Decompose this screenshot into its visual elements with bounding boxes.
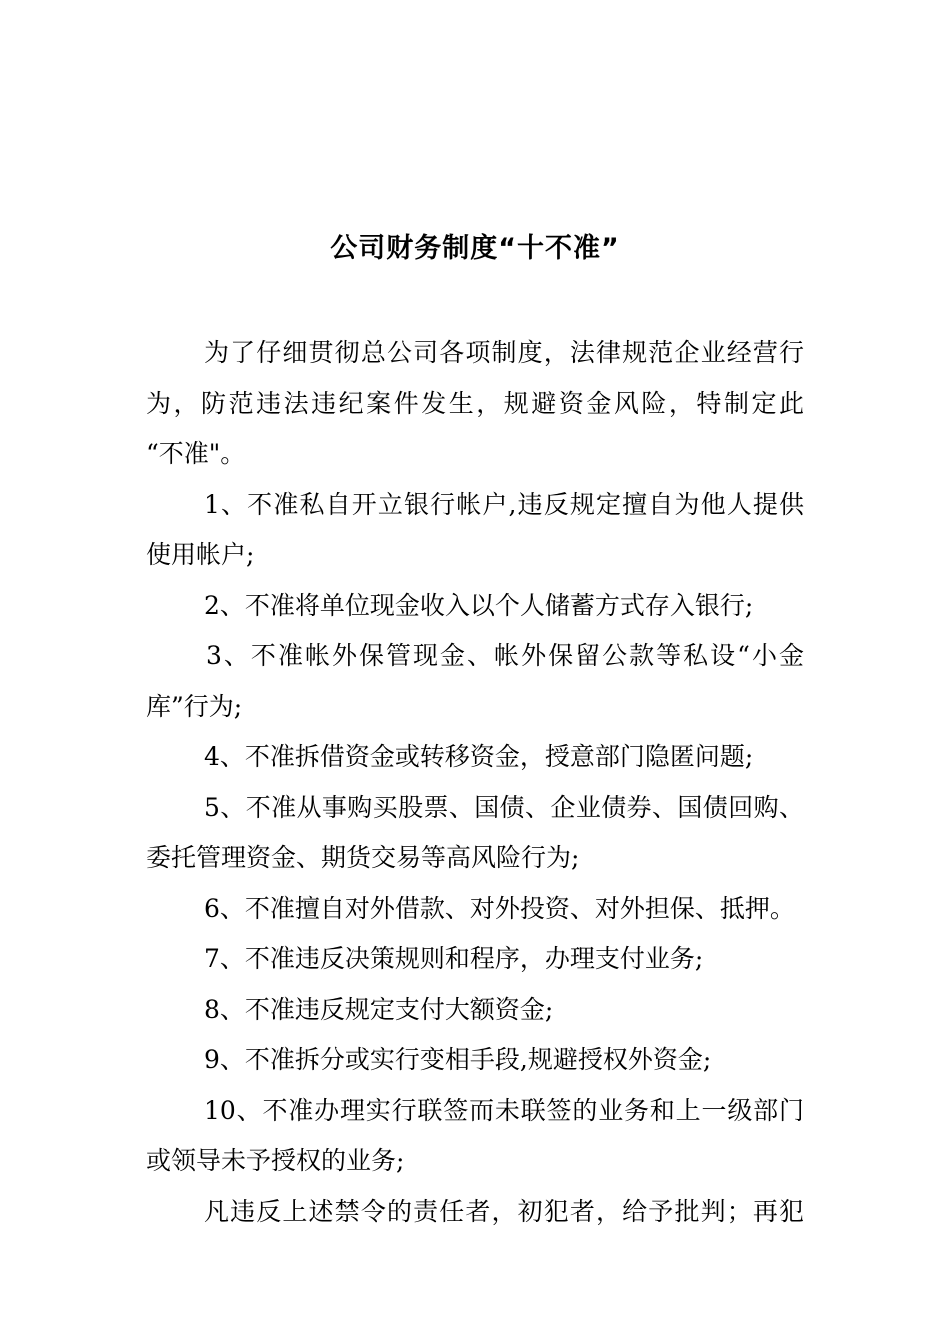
paragraph-line: 2、不准将单位现金收入以个人储蓄方式存入银行; — [204, 590, 754, 620]
paragraph-line: 4、不准拆借资金或转移资金，授意部门隐匿问题; — [204, 742, 754, 771]
paragraph-line: 10、不准办理实行联签而未联签的业务和上一级部门 — [204, 1095, 804, 1125]
paragraph-line: 8、不准违反规定支付大额资金; — [204, 994, 554, 1024]
paragraph-line: 使用帐户; — [146, 540, 255, 569]
paragraph-line: 库”行为; — [146, 691, 243, 721]
paragraph-line: 1、不准私自开立银行帐户,违反规定擅自为他人提供 — [204, 489, 804, 519]
paragraph-line: 9、不准拆分或实行变相手段,规避授权外资金; — [204, 1045, 712, 1074]
document-body — [146, 328, 804, 1237]
paragraph-line: 或领导未予授权的业务; — [146, 1146, 405, 1175]
paragraph-line: 5、不准从事购买股票、国债、企业债券、国债回购、 — [204, 792, 804, 822]
paragraph-line: 凡违反上述禁令的责任者，初犯者，给予批判；再犯 — [204, 1196, 804, 1226]
paragraph-line: 为了仔细贯彻总公司各项制度，法律规范企业经营行 — [204, 338, 804, 367]
paragraph-line: 委托管理资金、期货交易等高风险行为; — [146, 843, 580, 872]
document-title: 公司财务制度“十不准” — [330, 233, 620, 264]
paragraph-line: “不准"。 — [146, 439, 246, 468]
paragraph-line: 6、不准擅自对外借款、对外投资、对外担保、抵押。 — [204, 893, 795, 923]
paragraph-line: 7、不准违反决策规则和程序，办理支付业务; — [204, 944, 704, 973]
paragraph-line: 3、不准帐外保管现金、帐外保留公款等私设“小金 — [206, 641, 804, 670]
paragraph-line: 为，防范违法违纪案件发生，规避资金风险，特制定此 — [146, 388, 804, 418]
